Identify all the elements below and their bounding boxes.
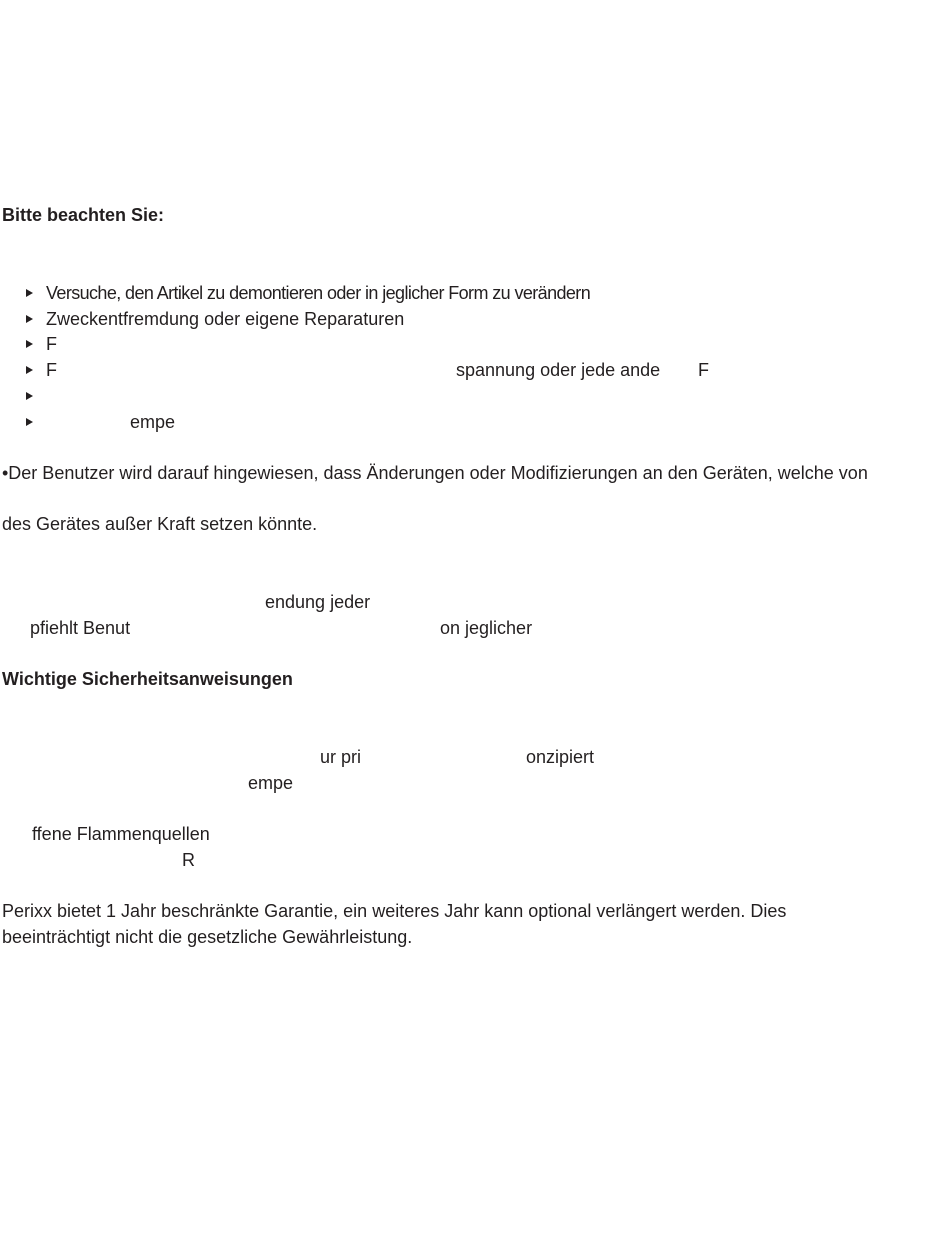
warranty-line: beeinträchtigt nicht die gesetzliche Gewährleistung.	[2, 927, 413, 947]
triangle-bullet-icon	[26, 340, 33, 348]
list-item-fragment: spannung oder jede ande	[456, 360, 661, 380]
triangle-bullet-icon	[26, 289, 33, 297]
list-item-text: F	[46, 334, 57, 354]
text-fragment: ur pri	[320, 747, 362, 767]
text-fragment: ffene Flammenquellen	[32, 824, 210, 844]
user-notice-line: des Gerätes außer Kraft setzen könnte.	[2, 514, 318, 534]
list-item-fragment: F	[698, 360, 709, 380]
text-fragment: R	[182, 850, 195, 870]
text-fragment: pfiehlt Benut	[30, 618, 131, 638]
warranty-line: Perixx bietet 1 Jahr beschränkte Garantie, ein weiteres Jahr kann optional verlängert werden. Dies	[2, 901, 787, 921]
text-fragment: on jeglicher	[440, 618, 533, 638]
triangle-bullet-icon	[26, 315, 33, 323]
list-item-text: Zweckentfremdung oder eigene Reparaturen	[46, 309, 405, 329]
safety-heading: Wichtige Sicherheitsanweisungen	[2, 669, 293, 689]
triangle-bullet-icon	[26, 392, 33, 400]
text-fragment: onzipiert	[526, 747, 595, 767]
triangle-bullet-icon	[26, 418, 33, 426]
user-notice-line: •Der Benutzer wird darauf hingewiesen, dass Änderungen oder Modifizierungen an den Geräten, welche von	[2, 463, 868, 483]
text-fragment: empe	[248, 773, 294, 793]
list-item-text: F	[46, 360, 57, 380]
list-item-fragment: empe	[130, 412, 176, 432]
notice-heading: Bitte beachten Sie:	[2, 205, 165, 225]
list-item-text: Versuche, den Artikel zu demontieren oder in jeglicher Form zu verändern	[46, 283, 591, 303]
triangle-bullet-icon	[26, 366, 33, 374]
text-fragment: endung jeder	[265, 592, 371, 612]
